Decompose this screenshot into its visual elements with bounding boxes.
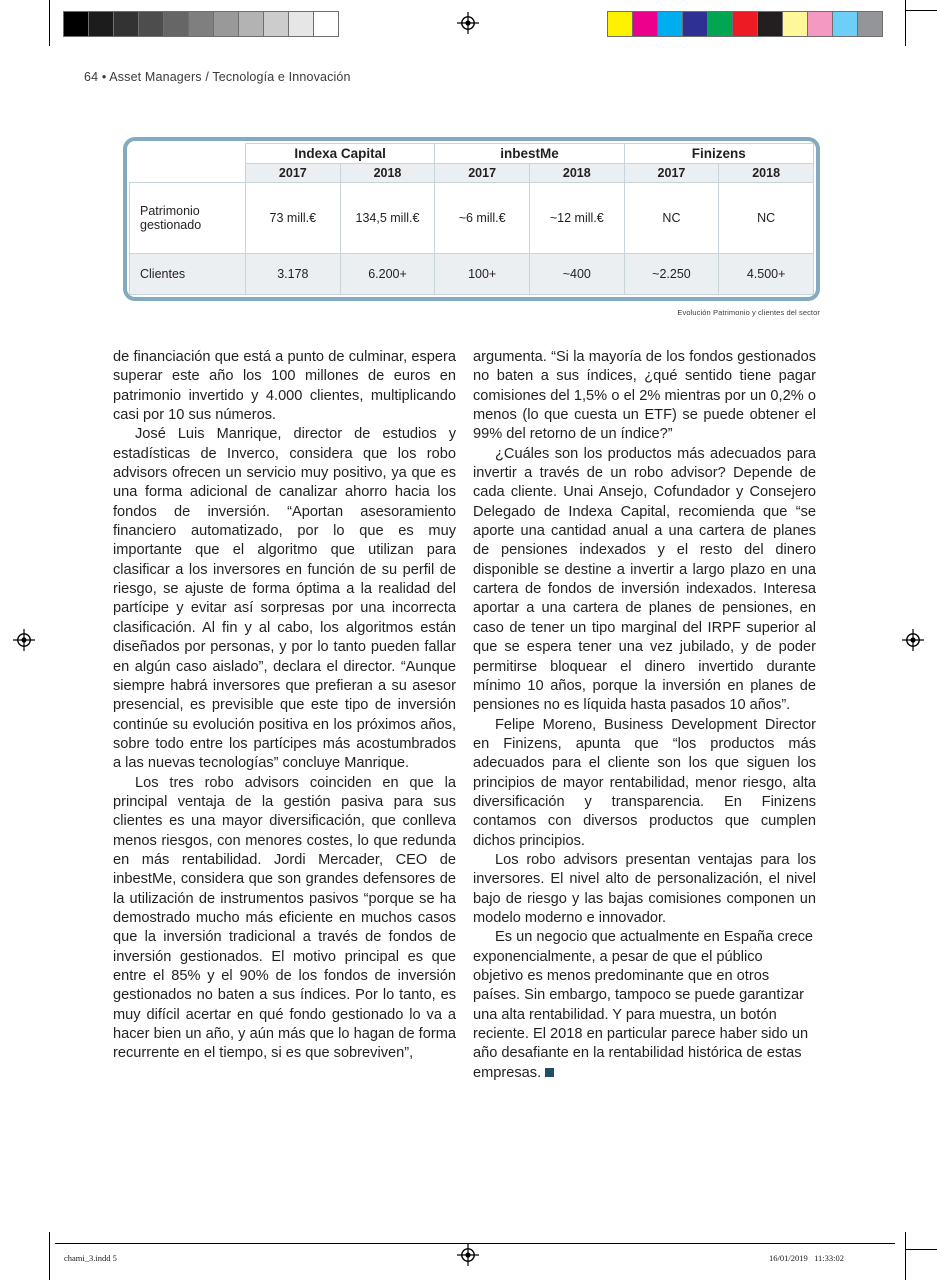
body-paragraph: argumenta. “Si la mayoría de los fondos gestionados no baten a sus índices, ¿qué sentido tiene pagar comisiones del 1,5% o el 2% mientras por un 0,2% o menos (lo que cuesta un ETF) se puede obtener el 99% del retorno de un índice?”	[473, 349, 816, 443]
table-header-year: 2018	[719, 164, 814, 183]
color-swatch	[808, 12, 833, 36]
table-cell: 100+	[435, 254, 530, 295]
row-label-line2: gestionado	[140, 218, 202, 233]
sector-data-table	[123, 137, 820, 301]
table-row-label	[130, 183, 246, 254]
table-cell: 73 mill.€	[246, 183, 341, 254]
color-swatch	[658, 12, 683, 36]
table-cell: ~400	[529, 254, 624, 295]
table-row	[130, 254, 814, 295]
color-swatch	[758, 12, 783, 36]
grayscale-swatch	[189, 12, 214, 36]
footer-filename: chami_3.indd 5	[64, 1253, 117, 1263]
grayscale-swatch	[289, 12, 314, 36]
grayscale-swatch	[139, 12, 164, 36]
table-header-year: 2017	[435, 164, 530, 183]
body-paragraph: ¿Cuáles son los productos más adecuados para invertir a través de un robo advisor? Depende de cada cliente. Unai Ansejo, Cofundador y Consejero Delegado de Indexa Capital, recomienda que “se aporte una cantidad anual a una cartera de planes de pensiones indexados y el resto del dinero disponible se destine a invertir a largo plazo en una cartera de fondos de inversión indexados. Interesa aportar a una cartera de planes de pensiones, en caso de tener un tipo marginal del IRPF superior al que se espera tener una vez jubilado, y de poder permitirse bloquear el dinero invertido durante mínimo 10 años, porque la inversión en planes de pensiones no es líquida hasta pasados 10 años”.	[473, 445, 816, 714]
grayscale-swatch	[214, 12, 239, 36]
table-grid	[129, 143, 814, 295]
color-swatch	[833, 12, 858, 36]
body-paragraph: Los robo advisors presentan ventajas para los inversores. El nivel alto de personalización, el nivel bajo de riesgo y las bajas comisiones componen un modelo moderno e innovador.	[473, 851, 816, 926]
crop-mark-bottom-right-horizontal	[905, 1249, 937, 1250]
registration-target-icon-right	[902, 629, 924, 651]
table-cell: ~2.250	[624, 254, 719, 295]
table-caption: Evolución Patrimonio y clientes del sector	[677, 308, 820, 317]
grayscale-swatch	[114, 12, 139, 36]
body-paragraph: de financiación que está a punto de culminar, espera superar este año los 100 millones de euros en patrimonio invertido y 4.000 clientes, multiplicando casi por 10 sus números.	[113, 349, 456, 424]
color-calibration-bar	[607, 11, 883, 37]
table-corner-cell	[130, 144, 246, 183]
color-swatch	[783, 12, 808, 36]
crop-mark-bottom-left-vertical	[49, 1232, 50, 1280]
body-paragraph: Los tres robo advisors coinciden en que la principal ventaja de la gestión pasiva para sus clientes es una mayor diversificación, que conlleva menos riesgos, con menores costes, lo que redunda en más rentabilidad. Jordi Mercader, CEO de inbestMe, considera que son grandes defensores de la utilización de instrumentos pasivos “porque se ha demostrado mucho más eficiente en muchos casos que la inversión tradicional a través de fondos de inversión gestionados. El motivo principal es que entre el 85% y el 90% de los fondos de inversión gestionados no baten a sus índices. Por lo tanto, es muy difícil acertar en qué fondo gestionado lo va a hacer bien un año, y aún más que lo hagan de forma recurrente en el tiempo, si es que sobreviven”,	[113, 774, 456, 1062]
grayscale-swatch	[164, 12, 189, 36]
end-of-article-mark	[545, 1068, 554, 1077]
table-cell: 6.200+	[340, 254, 435, 295]
registration-target-icon-bottom	[457, 1244, 479, 1266]
grayscale-swatch	[264, 12, 289, 36]
body-column-right	[473, 348, 816, 1083]
color-swatch	[608, 12, 633, 36]
crop-mark-top-right-horizontal	[905, 10, 937, 11]
grayscale-swatch	[239, 12, 264, 36]
table-header-company: Finizens	[624, 144, 813, 164]
table-header-year: 2017	[624, 164, 719, 183]
crop-mark-top-left-vertical	[49, 0, 50, 46]
table-header-companies	[130, 144, 814, 164]
registration-target-icon-top	[457, 12, 479, 34]
body-paragraph: José Luis Manrique, director de estudios y estadísticas de Inverco, considera que los robo advisors ofrecen un servicio muy positivo, ya que es una forma adicional de canalizar ahorro hacia los fondos de inversión. “Aportan asesoramiento financiero automatizado, por lo que es muy importante que el algoritmo que utilizan para clasificar a los inversores en función de su perfil de riesgo, se ajuste de forma óptima a la realidad del partícipe y evitar así sorpresas por una incorrecta clasificación. Al fin y al cabo, los algoritmos están diseñados por personas, y por lo tanto pueden fallar en algún caso aislado”, declara el director. “Aunque siempre habrá inversores que prefieran a su asesor presencial, es previsible que este tipo de inversión continúe su evolución positiva en los próximos años, sobre todo entre los partícipes más acostumbrados a las nuevas tecnologías” concluye Manrique.	[113, 426, 456, 772]
registration-target-icon-left	[13, 629, 35, 651]
color-swatch	[733, 12, 758, 36]
crop-mark-top-right-vertical	[905, 0, 906, 46]
color-swatch	[708, 12, 733, 36]
table-cell: 4.500+	[719, 254, 814, 295]
color-swatch	[683, 12, 708, 36]
body-column-left	[113, 348, 456, 1064]
table-cell: 134,5 mill.€	[340, 183, 435, 254]
color-swatch	[633, 12, 658, 36]
table-header-year: 2018	[340, 164, 435, 183]
table-cell: NC	[624, 183, 719, 254]
table-cell: ~12 mill.€	[529, 183, 624, 254]
table-header-company: inbestMe	[435, 144, 624, 164]
table-header-company: Indexa Capital	[246, 144, 435, 164]
table-header-year: 2018	[529, 164, 624, 183]
body-paragraph: Felipe Moreno, Business Development Director en Finizens, apunta que “los productos más adecuados para el cliente son los que siguen los principios de mayor rentabilidad, menor riesgo, alta diversificación y transparencia. En Finizens contamos con diversos productos que cumplen dichos principios.	[473, 716, 816, 849]
table-header-year: 2017	[246, 164, 341, 183]
table-row	[130, 183, 814, 254]
table-cell: NC	[719, 183, 814, 254]
table-cell: 3.178	[246, 254, 341, 295]
grayscale-swatch	[89, 12, 114, 36]
grayscale-calibration-bar	[63, 11, 339, 37]
running-head: 64 • Asset Managers / Tecnología e Innovación	[84, 70, 351, 84]
footer-timestamp: 16/01/2019 11:33:02	[769, 1253, 845, 1263]
row-label-line1: Patrimonio	[140, 204, 200, 219]
grayscale-swatch	[314, 12, 338, 36]
color-swatch	[858, 12, 882, 36]
grayscale-swatch	[64, 12, 89, 36]
footer-rule	[55, 1243, 895, 1244]
crop-mark-bottom-right-vertical	[905, 1232, 906, 1280]
table-cell: ~6 mill.€	[435, 183, 530, 254]
body-paragraph: Es un negocio que actualmente en España crece exponencialmente, a pesar de que el público objetivo es menos predominante que en otros países. Sin embargo, tampoco se puede garantizar una alta rentabilidad. Y para muestra, un botón reciente. El 2018 en particular parece haber sido un año desafiante en la rentabilidad histórica de estas empresas.	[473, 929, 814, 1081]
table-row-label: Clientes	[130, 254, 246, 295]
